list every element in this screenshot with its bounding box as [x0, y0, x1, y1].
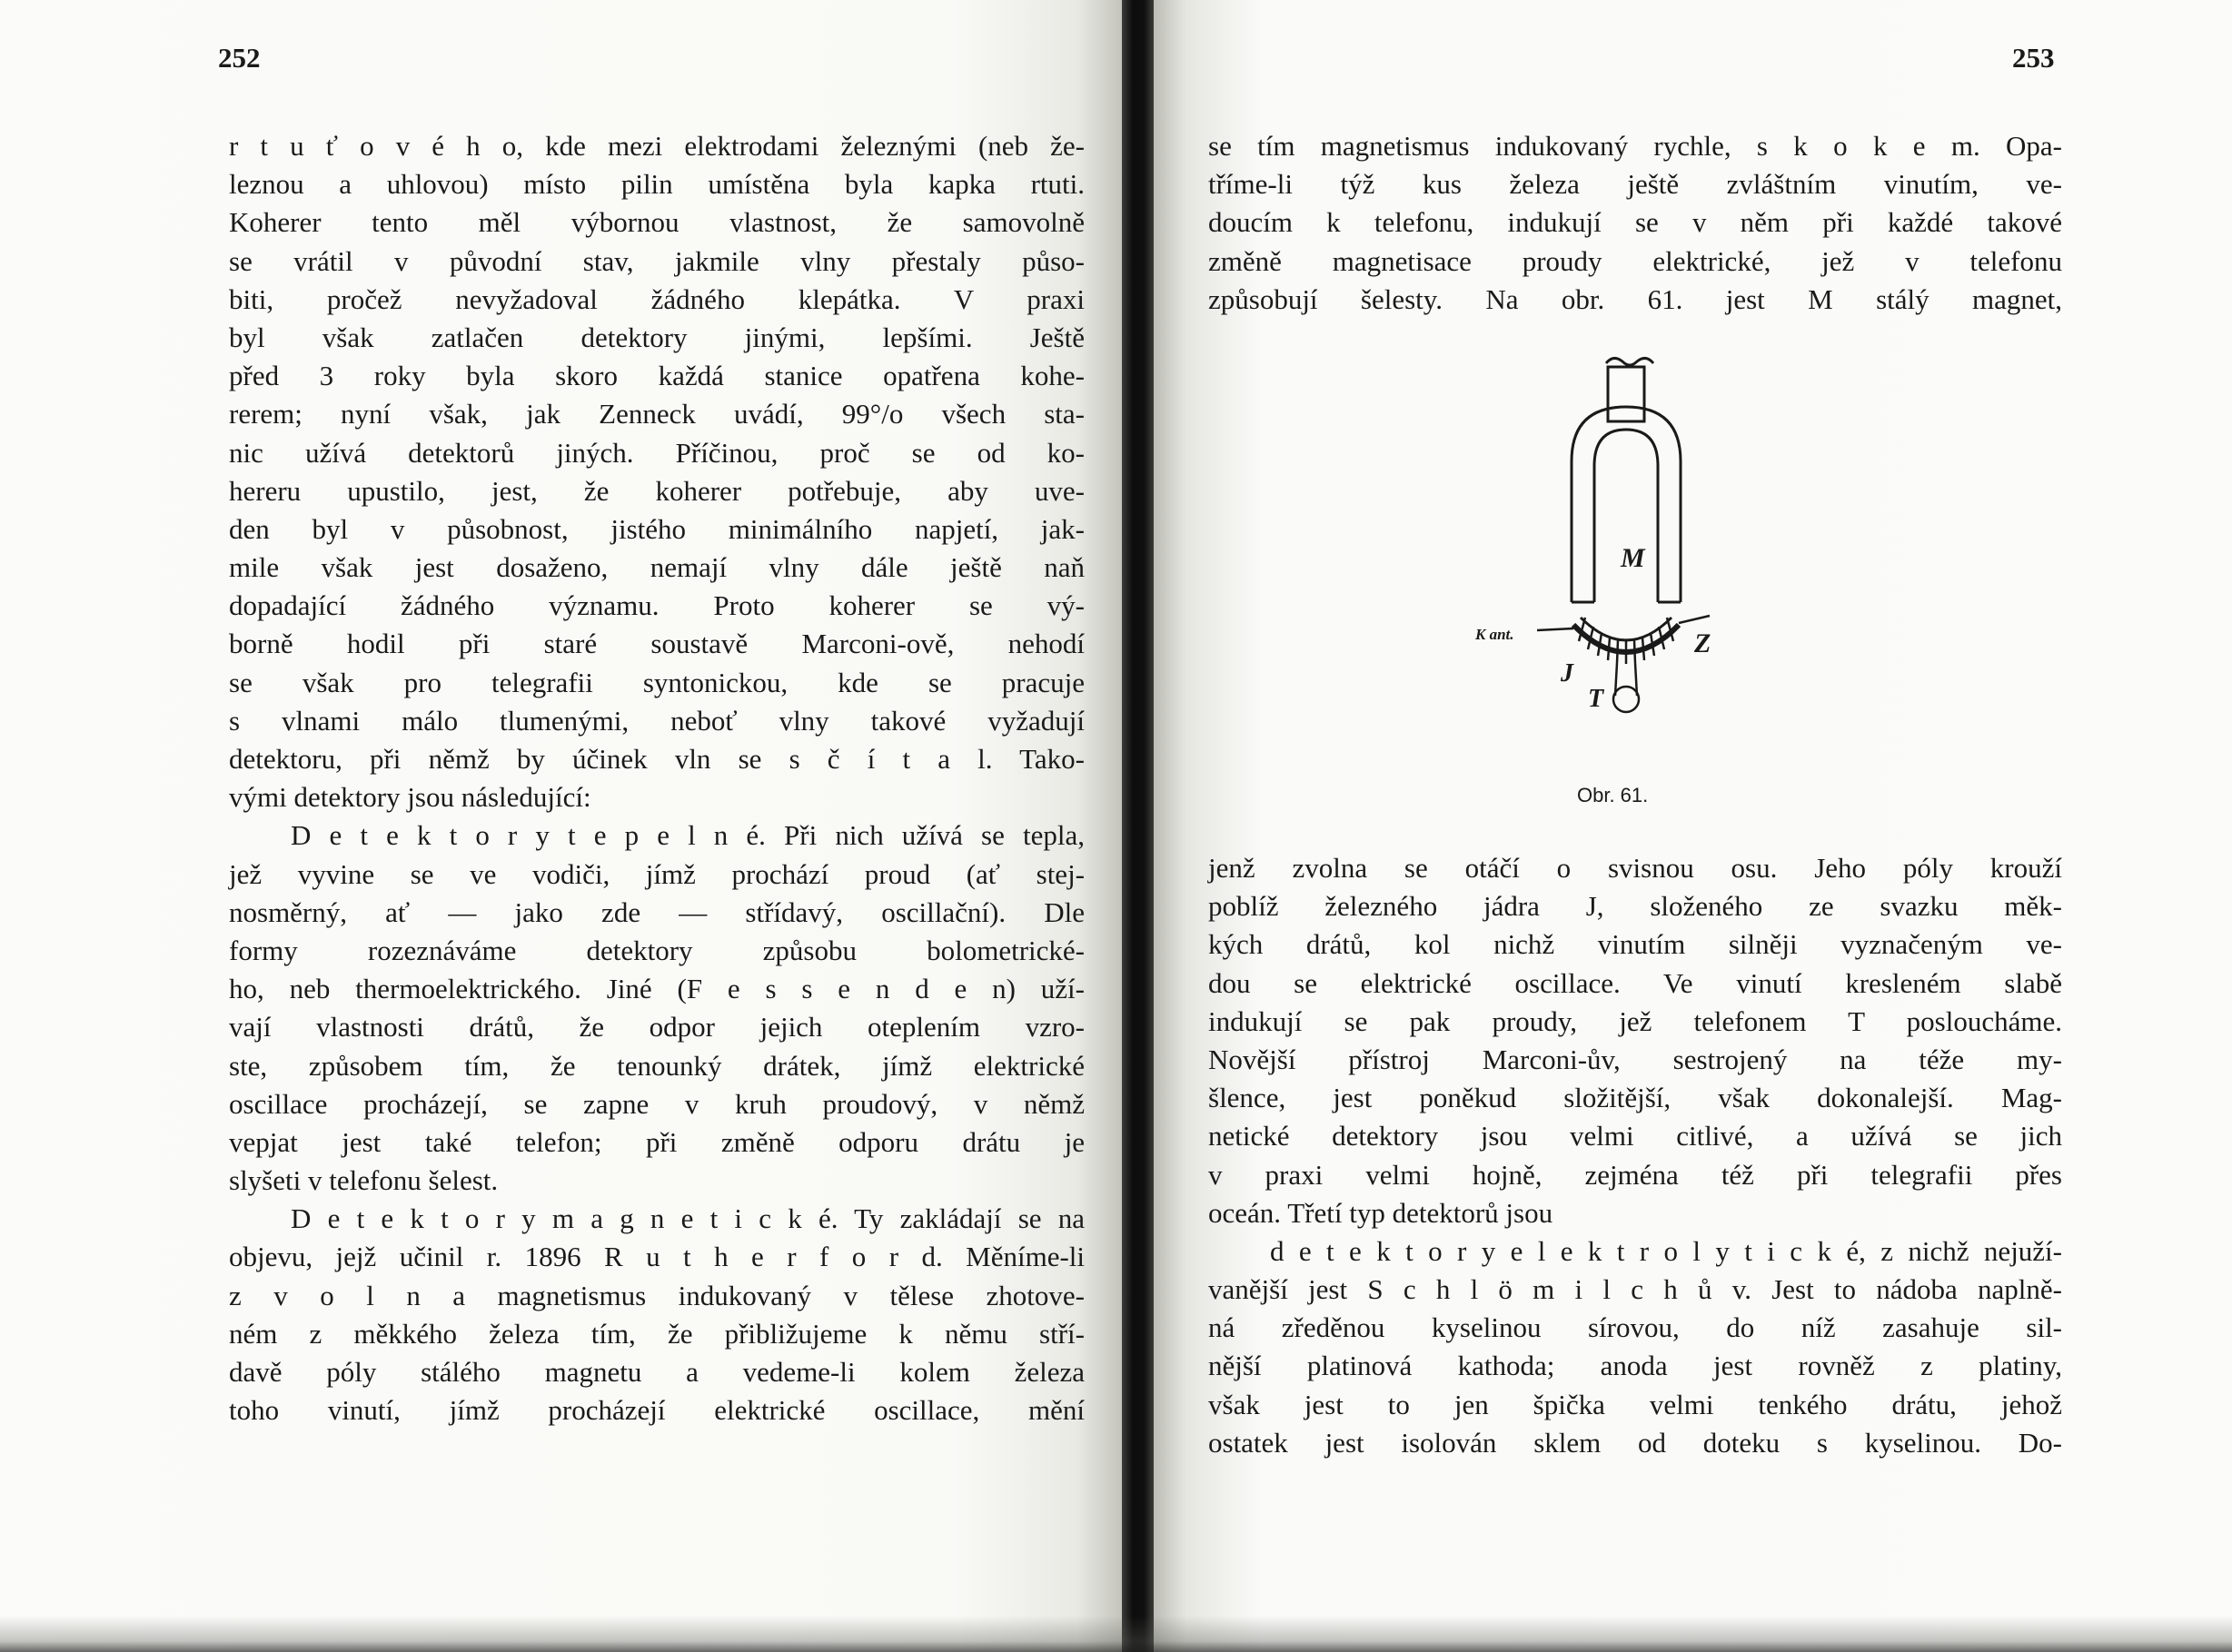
- text-line: poblíž železného jádra J, složeného ze svazku měk-: [1208, 890, 2062, 923]
- text-line: slyšeti v telefonu šelest.: [229, 1164, 499, 1197]
- text-line: se však pro telegrafii syntonickou, kde se pracuje: [229, 666, 1085, 698]
- text-line: objevu, jejž učinil r. 1896 R u t h e r f o r d. Měníme-li: [229, 1241, 1085, 1273]
- page-number-right: 253: [2012, 42, 2055, 74]
- text-line: ná zředěnou kyselinou sírovou, do níž zasahuje sil-: [1208, 1311, 2062, 1344]
- text-line: ho, neb thermoelektrického. Jiné (F e s s e n d e n) uží-: [229, 973, 1085, 1005]
- label-t: T: [1588, 685, 1604, 713]
- text-line: vanější jest S c h l ö m i l c h ů v. Jest to nádoba naplně-: [1208, 1273, 2062, 1306]
- left-page-text: [229, 127, 1085, 1429]
- text-line: borně hodil při staré soustavě Marconi-ově, nehodí: [229, 628, 1085, 660]
- right-page-text-bottom: [1208, 849, 2062, 1462]
- text-line: byl však zatlačen detektory jinými, lepšími. Ještě: [229, 321, 1085, 353]
- text-line: r t u ť o v é h o, kde mezi elektrodami železnými (neb že-: [229, 130, 1085, 162]
- text-line: dou se elektrické oscillace. Ve vinutí kresleném slabě: [1208, 966, 2062, 999]
- text-line: způsobují šelesty. Na obr. 61. jest M stálý magnet,: [1208, 282, 2062, 315]
- text-line: den byl v působnost, jistého minimálního napjetí, jak-: [229, 512, 1085, 545]
- text-line: hereru upustilo, jest, že koherer potřebuje, aby uve-: [229, 474, 1085, 507]
- text-line: mile však jest dosaženo, nemají vlny dále ještě naň: [229, 551, 1085, 584]
- text-line: biti, pročež nevyžadoval žádného klepátka. V praxi: [229, 282, 1085, 315]
- text-line: ste, způsobem tím, že tenounký drátek, jímž elektrické: [229, 1049, 1085, 1082]
- text-line: D e t e k t o r y m a g n e t i c k é. Ty zakládají se na: [291, 1202, 1085, 1235]
- label-j: J: [1561, 659, 1573, 688]
- figure-caption: Obr. 61.: [1577, 784, 1649, 806]
- text-line: nější platinová kathoda; anoda jest rovněž z platiny,: [1208, 1350, 2062, 1382]
- text-line: však jest to jen špička velmi tenkého drátu, jehož: [1208, 1388, 2062, 1420]
- text-line: ném z měkkého železa tím, že přibližujeme k němu stří-: [229, 1317, 1085, 1350]
- page-bottom-edge-shadow: [0, 1616, 2232, 1652]
- text-line: změně magnetisace proudy elektrické, jež v telefonu: [1208, 244, 2062, 277]
- label-k-ant: K ant.: [1475, 626, 1514, 643]
- text-line: kých drátů, kol nichž vinutím silněji vyznačeným ve-: [1208, 928, 2062, 961]
- book-gutter: [1122, 0, 1154, 1652]
- text-line: jenž zvolna se otáčí o svisnou osu. Jeho póly krouží: [1208, 852, 2062, 884]
- text-line: dopadající žádného významu. Proto koherer se vý-: [229, 589, 1085, 622]
- text-line: nic užívá detektorů jiných. Příčinou, proč se od ko-: [229, 436, 1085, 469]
- text-line: Novější přístroj Marconi-ův, sestrojený na téže my-: [1208, 1043, 2062, 1075]
- text-line: před 3 roky byla skoro každá stanice opatřena kohe-: [229, 360, 1085, 392]
- text-line: Koherer tento měl výbornou vlastnost, že samovolně: [229, 206, 1085, 239]
- page-number-left: 252: [218, 42, 261, 74]
- text-line: se vrátil v původní stav, jakmile vlny přestaly půso-: [229, 244, 1085, 277]
- text-line: davě póly stálého magnetu a vedeme-li kolem železa: [229, 1356, 1085, 1388]
- figure-61-magnetic-detector: [1472, 352, 1726, 716]
- text-line: jež vyvine se ve vodiči, jímž prochází proud (ať stej-: [229, 857, 1085, 890]
- text-line: indukují se pak proudy, jež telefonem T posloucháme.: [1208, 1004, 2062, 1037]
- text-line: s vlnami málo tlumenými, neboť vlny takové vyžadují: [229, 704, 1085, 737]
- text-line: tříme-li týž kus železa ještě zvláštním vinutím, ve-: [1208, 168, 2062, 201]
- text-line: doucím k telefonu, indukují se v něm při každé takové: [1208, 206, 2062, 239]
- text-line: vými detektory jsou následující:: [229, 781, 591, 814]
- label-m: M: [1621, 543, 1645, 573]
- text-line: z v o l n a magnetismus indukovaný v tělese zhotove-: [229, 1279, 1085, 1311]
- text-line: netické detektory jsou velmi citlivé, a užívá se jich: [1208, 1120, 2062, 1152]
- text-line: d e t e k t o r y e l e k t r o l y t i c k é, z nichž nejuží-: [1270, 1234, 2062, 1267]
- text-line: nosměrný, ať — jako zde — střídavý, oscillační). Dle: [229, 895, 1085, 928]
- text-line: šlence, jest poněkud složitější, však dokonalejší. Mag-: [1208, 1082, 2062, 1114]
- text-line: formy rozeznáváme detektory způsobu bolometrické-: [229, 934, 1085, 966]
- text-line: se tím magnetismus indukovaný rychle, s k o k e m. Opa-: [1208, 130, 2062, 162]
- text-line: rerem; nyní však, jak Zenneck uvádí, 99°/o všech sta-: [229, 398, 1085, 430]
- text-line: D e t e k t o r y t e p e l n é. Při nich užívá se tepla,: [291, 819, 1085, 852]
- text-line: v praxi velmi hojně, zejména též při telegrafii přes: [1208, 1158, 2062, 1191]
- text-line: toho vinutí, jímž procházejí elektrické oscillace, mění: [229, 1394, 1085, 1427]
- text-line: vepjat jest také telefon; při změně odporu drátu je: [229, 1125, 1085, 1158]
- text-line: oceán. Třetí typ detektorů jsou: [1208, 1196, 1553, 1229]
- text-line: detektoru, při němž by účinek vln se s č í t a l. Tako-: [229, 743, 1085, 775]
- label-z: Z: [1694, 628, 1711, 658]
- text-line: leznou a uhlovou) místo pilin umístěna byla kapka rtuti.: [229, 168, 1085, 201]
- right-page-text-top: [1208, 127, 2062, 319]
- text-line: oscillace procházejí, se zapne v kruh proudový, v němž: [229, 1087, 1085, 1120]
- text-line: vají vlastnosti drátů, že odpor jejich oteplením vzro-: [229, 1011, 1085, 1044]
- text-line: ostatek jest isolován sklem od doteku s kyselinou. Do-: [1208, 1426, 2062, 1459]
